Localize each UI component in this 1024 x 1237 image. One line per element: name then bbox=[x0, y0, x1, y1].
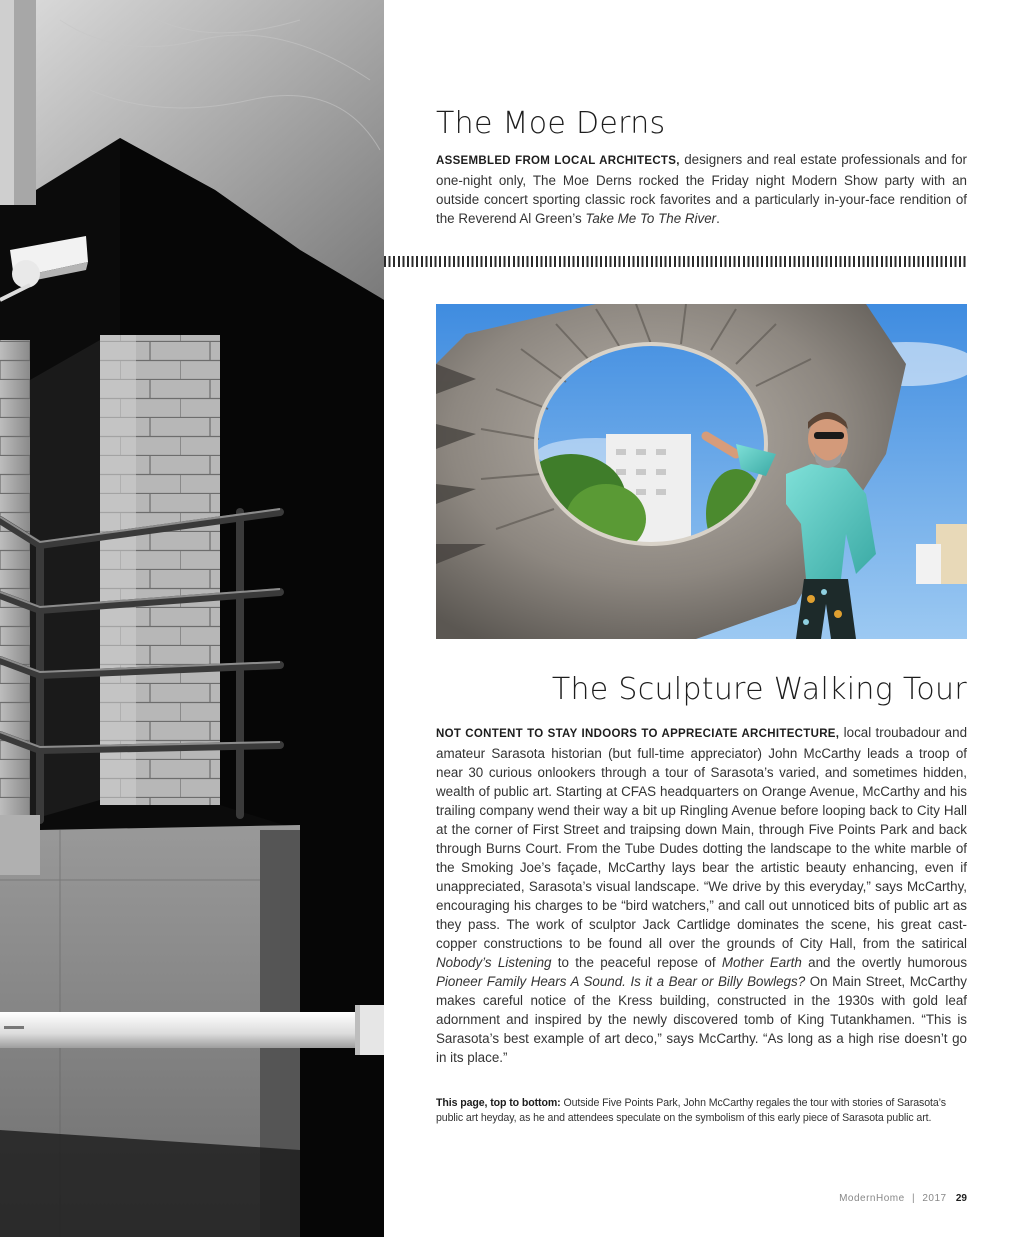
section-sculpture-walking-tour bbox=[436, 672, 967, 707]
folio-year: 2017 bbox=[922, 1193, 947, 1204]
hatched-divider bbox=[384, 256, 968, 267]
moe-derns-song-title: Take Me To The River bbox=[585, 211, 717, 226]
sculpture-tour-photo bbox=[436, 304, 967, 639]
artwork-title-nobodys-listening: Nobody’s Listening bbox=[436, 955, 552, 970]
sculpture-tour-body-1: local troubadour and amateur Sarasota historian (but full-time appreciator) John McCarthy leads a troop of near 30 curious onlookers through a tour of Sarasota’s varied, and sometimes hidden, wealth of public art. Starting at CFAS headquarters on Orange Avenue, McCarthy and his trailing company wend their way a bit up Ringling Avenue before looping back to City Hall at the corner of First Street and traipsing down Main, through Five Points Park and back through Burns Court. From the Tube Dudes dotting the landscape to the white marble of the Smoking Joe’s façade, McCarthy lays bear the artistic beauty enhancing, even if unappreciated, Sarasota’s visual landscape. “We drive by this everyday,” says McCarthy, encouraging his charges to be “bird watchers,” and call out unnoticed bits of public art as they pass. The work of sculptor Jack Cartlidge dominates the scene, his great cast-copper constructions to be found all over the grounds of City Hall, from the satirical bbox=[436, 725, 968, 951]
caption-lead: This page, top to bottom: bbox=[436, 1097, 561, 1109]
sculpture-tour-paragraph bbox=[436, 723, 967, 1067]
stairwell-photo bbox=[0, 0, 384, 1237]
artwork-title-pioneer-family: Pioneer Family Hears A Sound. Is it a Bear or Billy Bowlegs? bbox=[436, 974, 806, 989]
moe-derns-body-b: . bbox=[716, 211, 720, 226]
folio-separator: | bbox=[911, 1193, 916, 1204]
artwork-title-mother-earth: Mother Earth bbox=[721, 955, 802, 970]
moe-derns-body-a: designers and real estate professionals and for one-night only, The Moe Derns rocked the Friday night Modern Show party with an outside concert sporting classic rock favorites and a particularly in-your-face rendition of the Reverend Al Green’s bbox=[436, 152, 968, 226]
moe-derns-paragraph bbox=[436, 150, 967, 228]
moe-derns-lede: ASSEMBLED FROM LOCAL ARCHITECTS, bbox=[436, 155, 680, 167]
section-title-sculpture-tour: The Sculpture Walking Tour bbox=[551, 672, 967, 707]
folio-publication: ModernHome bbox=[839, 1193, 905, 1204]
sculpture-tour-body-2: to the peaceful repose of bbox=[551, 955, 722, 970]
sculpture-tour-body-3: and the overtly humorous bbox=[801, 955, 968, 970]
sculpture-tour-body-4: On Main Street, McCarthy makes careful notice of the Kress building, constructed in the 1930s with gold leaf adornment and inspired by the newly discovered tomb of King Tutankhamen. “This is Sarasota’s best example of art deco,” says McCarthy. “As long as a high rise doesn’t go in its place.” bbox=[436, 974, 967, 1065]
caption-text: Outside Five Points Park, John McCarthy regales the tour with stories of Sarasota’s public art heyday, as he and attendees speculate on the symbolism of this early piece of Sarasota public art. bbox=[436, 1097, 946, 1124]
section-title-moe-derns: The Moe Derns bbox=[436, 106, 666, 141]
page-folio bbox=[839, 1193, 967, 1204]
folio-page-number: 29 bbox=[955, 1193, 967, 1204]
sculpture-tour-lede: NOT CONTENT TO STAY INDOORS TO APPRECIATE ARCHITECTURE, bbox=[436, 728, 840, 740]
photo-caption bbox=[436, 1096, 967, 1126]
section-moe-derns bbox=[436, 106, 967, 141]
